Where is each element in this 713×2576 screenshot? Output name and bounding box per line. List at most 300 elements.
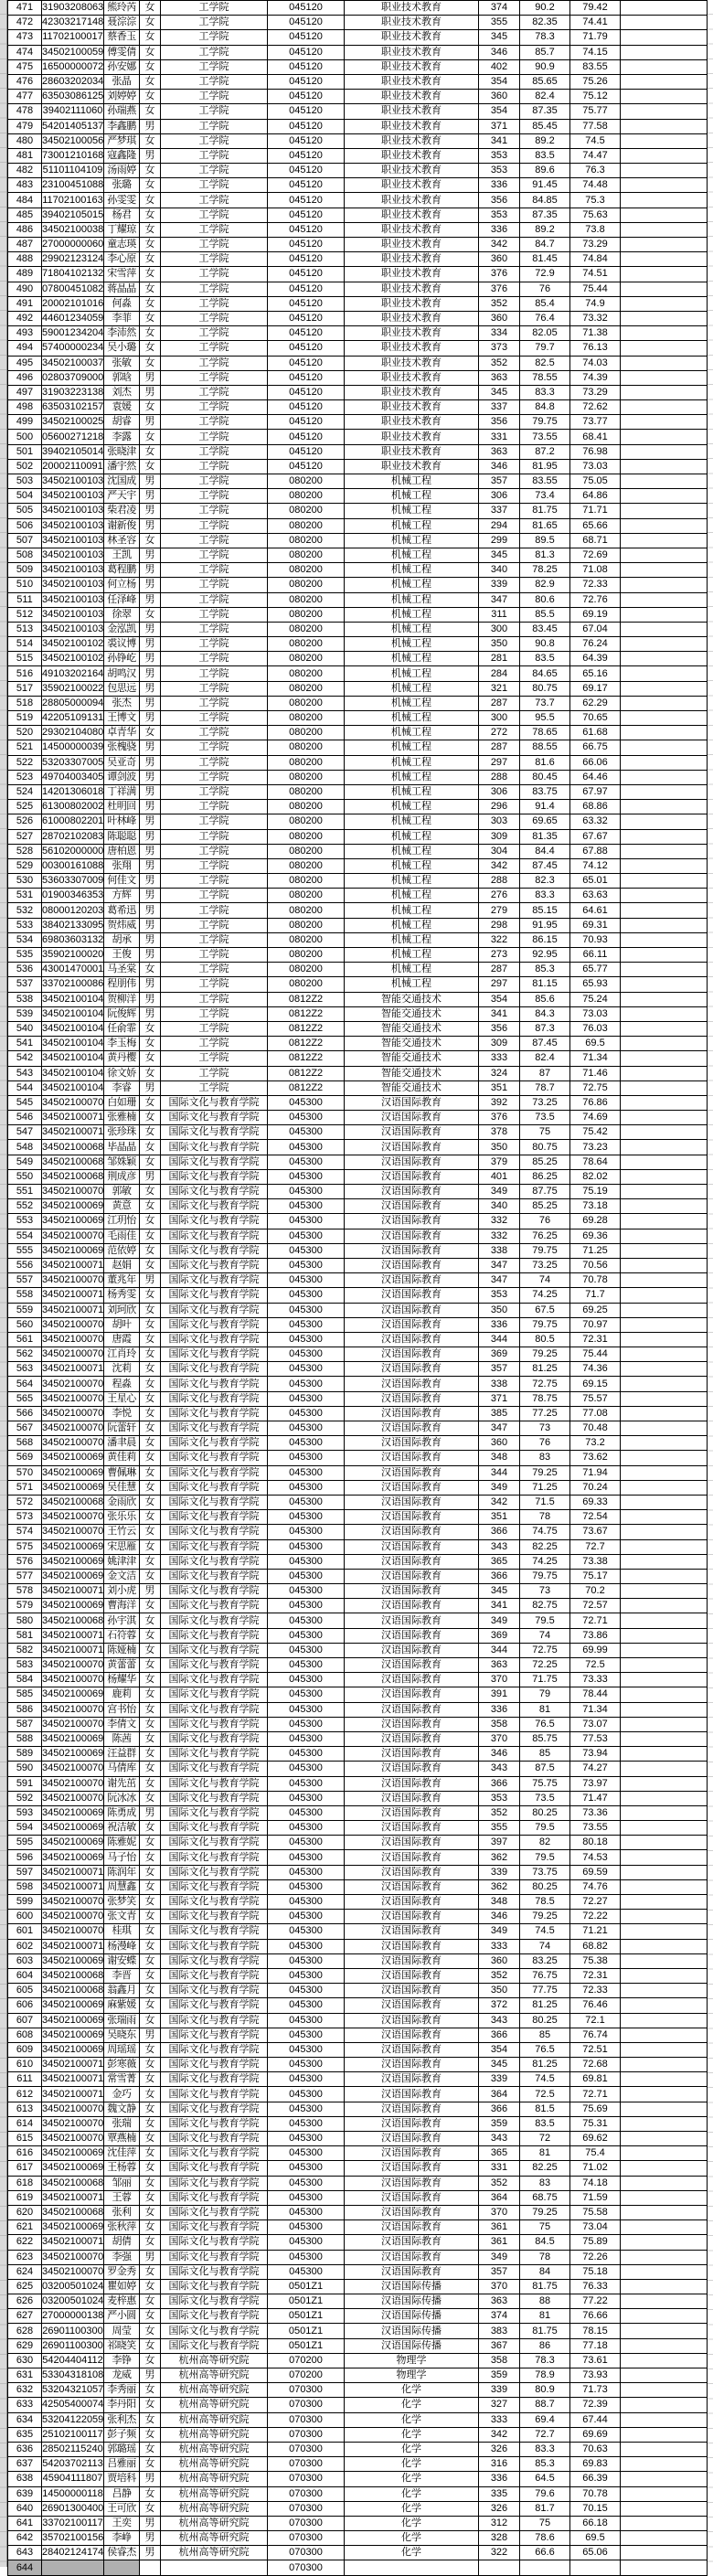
retest-score-cell[interactable]: 79.25 [520,1910,570,1924]
total-score-cell[interactable]: 73.93 [570,2368,621,2383]
major-code-cell[interactable]: 045120 [268,30,345,45]
initial-score-cell[interactable]: 342 [479,2427,520,2442]
gender-cell[interactable]: 男 [140,2028,161,2042]
retest-score-cell[interactable]: 81.35 [520,829,570,844]
gender-cell[interactable]: 女 [140,1288,161,1303]
initial-score-cell[interactable]: 358 [479,2353,520,2368]
gender-cell[interactable]: 女 [140,607,161,622]
retest-score-cell[interactable]: 81 [520,2309,570,2324]
name-cell[interactable]: 任泽峰 [104,592,140,607]
remark-cell-empty[interactable] [621,208,708,222]
college-cell[interactable]: 工学院 [161,740,268,755]
gender-cell[interactable]: 女 [140,356,161,370]
row-number-cell[interactable]: 528 [8,844,42,858]
major-name-cell[interactable]: 职业技术教育 [345,356,479,370]
row-number-cell[interactable]: 612 [8,2087,42,2102]
total-score-cell[interactable]: 75.19 [570,1185,621,1199]
total-score-cell[interactable]: 73.8 [570,222,621,237]
candidate-id-cell[interactable]: 34502100103 [42,563,104,578]
major-code-cell[interactable]: 080200 [268,504,345,518]
retest-score-cell[interactable]: 83.3 [520,889,570,903]
major-name-cell[interactable]: 汉语国际教育 [345,1910,479,1924]
gender-cell[interactable]: 男 [140,740,161,755]
initial-score-cell[interactable]: 333 [479,2412,520,2427]
initial-score-cell[interactable]: 354 [479,992,520,1006]
gender-cell[interactable]: 女 [140,238,161,252]
remark-cell-empty[interactable] [621,903,708,918]
total-score-cell[interactable]: 74.5 [570,133,621,148]
initial-score-cell[interactable]: 288 [479,874,520,889]
college-cell[interactable]: 国际文化与教育学院 [161,1658,268,1673]
name-cell[interactable]: 陈润年 [104,1865,140,1879]
name-cell[interactable]: 陈聪聪 [104,829,140,844]
college-cell[interactable]: 工学院 [161,755,268,770]
retest-score-cell[interactable]: 75 [520,2516,570,2530]
major-code-cell[interactable]: 045300 [268,2161,345,2176]
remark-cell-empty[interactable] [621,770,708,784]
college-cell[interactable]: 工学院 [161,637,268,652]
major-name-cell[interactable]: 职业技术教育 [345,238,479,252]
total-score-cell[interactable]: 67.97 [570,784,621,799]
remark-cell-empty[interactable] [621,59,708,74]
college-cell[interactable]: 工学院 [161,1021,268,1036]
major-name-cell[interactable]: 汉语国际教育 [345,1895,479,1910]
major-name-cell[interactable]: 汉语国际教育 [345,2058,479,2072]
remark-cell-empty[interactable] [621,1021,708,1036]
retest-score-cell[interactable]: 73.55 [520,430,570,444]
gender-cell[interactable]: 女 [140,1377,161,1391]
total-score-cell[interactable]: 69.19 [570,607,621,622]
name-cell[interactable]: 潘聿晨 [104,1436,140,1451]
remark-cell-empty[interactable] [621,533,708,548]
college-cell[interactable]: 杭州高等研究院 [161,2501,268,2516]
college-cell[interactable]: 工学院 [161,784,268,799]
total-score-cell[interactable]: 67.67 [570,829,621,844]
college-cell[interactable]: 工学院 [161,889,268,903]
retest-score-cell[interactable]: 73.7 [520,696,570,710]
gender-cell[interactable]: 男 [140,548,161,562]
remark-cell-empty[interactable] [621,784,708,799]
remark-cell-empty[interactable] [621,518,708,533]
gender-cell[interactable]: 女 [140,1998,161,2013]
total-score-cell[interactable]: 74.15 [570,45,621,59]
college-cell[interactable]: 国际文化与教育学院 [161,2264,268,2279]
retest-score-cell[interactable]: 89.2 [520,133,570,148]
initial-score-cell[interactable]: 347 [479,1258,520,1272]
gender-cell[interactable] [140,2560,161,2575]
gender-cell[interactable]: 男 [140,784,161,799]
major-code-cell[interactable]: 045300 [268,1865,345,1879]
row-number-cell[interactable]: 629 [8,2338,42,2353]
candidate-id-cell[interactable]: 61300802002 [42,800,104,814]
remark-cell-empty[interactable] [621,2427,708,2442]
college-cell[interactable]: 国际文化与教育学院 [161,1687,268,1702]
remark-cell-empty[interactable] [621,592,708,607]
major-name-cell[interactable]: 智能交通技术 [345,1051,479,1066]
major-code-cell[interactable]: 070300 [268,2412,345,2427]
major-code-cell[interactable]: 045120 [268,16,345,30]
name-cell[interactable]: 杜明回 [104,800,140,814]
retest-score-cell[interactable]: 79.25 [520,2205,570,2219]
row-number-cell[interactable]: 610 [8,2058,42,2072]
row-number-cell[interactable]: 609 [8,2042,42,2057]
name-cell[interactable]: 柴君凌 [104,504,140,518]
candidate-id-cell[interactable]: 34502100070 [42,2264,104,2279]
candidate-id-cell[interactable]: 42303217148 [42,16,104,30]
row-number-cell[interactable]: 518 [8,696,42,710]
name-cell[interactable]: 汪益群 [104,1747,140,1762]
major-name-cell[interactable]: 职业技术教育 [345,16,479,30]
gender-cell[interactable]: 女 [140,1762,161,1776]
initial-score-cell[interactable]: 401 [479,1169,520,1184]
retest-score-cell[interactable]: 79.75 [520,1317,570,1332]
total-score-cell[interactable]: 72.75 [570,1080,621,1095]
row-number-cell[interactable]: 487 [8,238,42,252]
candidate-id-cell[interactable]: 34502100070 [42,1317,104,1332]
major-code-cell[interactable]: 080200 [268,889,345,903]
remark-cell-empty[interactable] [621,385,708,399]
initial-score-cell[interactable]: 391 [479,1687,520,1702]
college-cell[interactable]: 工学院 [161,356,268,370]
row-number-cell[interactable]: 493 [8,326,42,341]
major-code-cell[interactable]: 045300 [268,1539,345,1554]
total-score-cell[interactable]: 72.68 [570,2058,621,2072]
college-cell[interactable]: 国际文化与教育学院 [161,1155,268,1169]
major-code-cell[interactable]: 045300 [268,1111,345,1125]
row-number-cell[interactable]: 501 [8,444,42,459]
remark-cell-empty[interactable] [621,2368,708,2383]
total-score-cell[interactable]: 77.22 [570,2294,621,2309]
remark-cell-empty[interactable] [621,2235,708,2250]
retest-score-cell[interactable]: 81.3 [520,548,570,562]
major-name-cell[interactable]: 物理学 [345,2368,479,2383]
candidate-id-cell[interactable]: 34502100071 [42,2072,104,2087]
gender-cell[interactable]: 女 [140,90,161,104]
candidate-id-cell[interactable]: 34502100069 [42,2220,104,2235]
row-number-cell[interactable]: 524 [8,784,42,799]
initial-score-cell[interactable]: 298 [479,918,520,932]
major-code-cell[interactable]: 070300 [268,2383,345,2398]
college-cell[interactable]: 国际文化与教育学院 [161,2324,268,2338]
total-score-cell[interactable]: 83.55 [570,59,621,74]
major-name-cell[interactable]: 机械工程 [345,977,479,992]
remark-cell-empty[interactable] [621,1821,708,1836]
retest-score-cell[interactable]: 84.65 [520,666,570,681]
candidate-id-cell[interactable]: 34502100068 [42,1968,104,1983]
remark-cell-empty[interactable] [621,1879,708,1894]
name-cell[interactable]: 王星心 [104,1391,140,1406]
row-number-cell[interactable]: 607 [8,2013,42,2028]
row-number-cell[interactable]: 564 [8,1377,42,1391]
gender-cell[interactable]: 女 [140,341,161,356]
college-cell[interactable]: 杭州高等研究院 [161,2486,268,2501]
total-score-cell[interactable]: 79.42 [570,1,621,16]
candidate-id-cell[interactable]: 53204122059 [42,2412,104,2427]
college-cell[interactable]: 工学院 [161,326,268,341]
initial-score-cell[interactable]: 345 [479,30,520,45]
total-score-cell[interactable]: 75.3 [570,193,621,208]
gender-cell[interactable]: 女 [140,1480,161,1495]
remark-cell-empty[interactable] [621,370,708,385]
initial-score-cell[interactable]: 273 [479,948,520,963]
college-cell[interactable]: 杭州高等研究院 [161,2427,268,2442]
remark-cell-empty[interactable] [621,1569,708,1583]
row-number-cell[interactable]: 541 [8,1037,42,1051]
college-cell[interactable]: 工学院 [161,59,268,74]
college-cell[interactable]: 国际文化与教育学院 [161,1495,268,1509]
college-cell[interactable]: 国际文化与教育学院 [161,1525,268,1539]
remark-cell-empty[interactable] [621,858,708,873]
row-number-cell[interactable]: 643 [8,2546,42,2560]
retest-score-cell[interactable] [520,2560,570,2575]
remark-cell-empty[interactable] [621,1584,708,1599]
college-cell[interactable]: 工学院 [161,844,268,858]
initial-score-cell[interactable]: 334 [479,326,520,341]
gender-cell[interactable]: 女 [140,296,161,311]
gender-cell[interactable]: 女 [140,1140,161,1155]
gender-cell[interactable]: 男 [140,563,161,578]
college-cell[interactable]: 工学院 [161,622,268,636]
major-code-cell[interactable]: 0501Z1 [268,2338,345,2353]
candidate-id-cell[interactable]: 26901300400 [42,2501,104,2516]
row-number-cell[interactable]: 509 [8,563,42,578]
candidate-id-cell[interactable]: 34502100069 [42,1465,104,1480]
remark-cell-empty[interactable] [621,1717,708,1731]
row-number-cell[interactable]: 552 [8,1199,42,1214]
major-code-cell[interactable]: 080200 [268,563,345,578]
candidate-id-cell[interactable]: 34502100103 [42,489,104,504]
major-name-cell[interactable]: 汉语国际传播 [345,2309,479,2324]
retest-score-cell[interactable]: 76.5 [520,1717,570,1731]
remark-cell-empty[interactable] [621,1628,708,1643]
major-name-cell[interactable]: 汉语国际教育 [345,2250,479,2264]
remark-cell-empty[interactable] [621,652,708,666]
remark-cell-empty[interactable] [621,948,708,963]
name-cell[interactable]: 孙铮屹 [104,652,140,666]
name-cell[interactable]: 李心原 [104,252,140,267]
candidate-id-cell[interactable]: 34502100070 [42,1406,104,1421]
candidate-id-cell[interactable]: 34502100071 [42,1628,104,1643]
retest-score-cell[interactable]: 85.15 [520,903,570,918]
initial-score-cell[interactable]: 371 [479,1391,520,1406]
retest-score-cell[interactable]: 81 [520,2146,570,2161]
name-cell[interactable]: 邹丽 [104,2176,140,2190]
candidate-id-cell[interactable]: 44601234059 [42,311,104,325]
total-score-cell[interactable]: 76.74 [570,2028,621,2042]
total-score-cell[interactable]: 73.55 [570,1821,621,1836]
gender-cell[interactable]: 女 [140,104,161,119]
name-cell[interactable]: 贺炜威 [104,918,140,932]
major-name-cell[interactable]: 职业技术教育 [345,444,479,459]
total-score-cell[interactable]: 69.99 [570,1643,621,1657]
candidate-id-cell[interactable]: 28502115240 [42,2442,104,2456]
college-cell[interactable]: 工学院 [161,726,268,740]
initial-score-cell[interactable]: 361 [479,2220,520,2235]
name-cell[interactable]: 林圣容 [104,533,140,548]
remark-cell-empty[interactable] [621,1140,708,1155]
initial-score-cell[interactable]: 352 [479,1805,520,1820]
gender-cell[interactable]: 女 [140,1702,161,1717]
major-name-cell[interactable]: 机械工程 [345,696,479,710]
row-number-cell[interactable]: 599 [8,1895,42,1910]
row-number-cell[interactable]: 550 [8,1169,42,1184]
initial-score-cell[interactable]: 272 [479,726,520,740]
college-cell[interactable]: 国际文化与教育学院 [161,1258,268,1272]
total-score-cell[interactable]: 73.86 [570,1628,621,1643]
row-number-cell[interactable]: 535 [8,948,42,963]
major-code-cell[interactable]: 045120 [268,400,345,415]
major-code-cell[interactable]: 045300 [268,1702,345,1717]
total-score-cell[interactable]: 70.78 [570,1273,621,1288]
initial-score-cell[interactable]: 299 [479,533,520,548]
remark-cell-empty[interactable] [621,1805,708,1820]
remark-cell-empty[interactable] [621,1776,708,1791]
name-cell[interactable]: 陈勇成 [104,1805,140,1820]
major-code-cell[interactable]: 0501Z1 [268,2324,345,2338]
gender-cell[interactable]: 男 [140,755,161,770]
gender-cell[interactable]: 女 [140,1910,161,1924]
major-name-cell[interactable]: 机械工程 [345,814,479,829]
retest-score-cell[interactable]: 80.9 [520,2383,570,2398]
remark-cell-empty[interactable] [621,267,708,282]
name-cell[interactable]: 李倩文 [104,1717,140,1731]
college-cell[interactable]: 国际文化与教育学院 [161,1924,268,1939]
candidate-id-cell[interactable]: 34502100070 [42,1791,104,1805]
initial-score-cell[interactable]: 332 [479,1214,520,1229]
major-code-cell[interactable]: 080200 [268,770,345,784]
candidate-id-cell[interactable]: 03200501024 [42,2294,104,2309]
total-score-cell[interactable]: 76.24 [570,637,621,652]
name-cell[interactable]: 严小圆 [104,2309,140,2324]
major-name-cell[interactable]: 化学 [345,2501,479,2516]
gender-cell[interactable]: 女 [140,267,161,282]
retest-score-cell[interactable]: 69.4 [520,2412,570,2427]
candidate-id-cell[interactable]: 34502100069 [42,2146,104,2161]
gender-cell[interactable]: 女 [140,1628,161,1643]
initial-score-cell[interactable]: 306 [479,489,520,504]
remark-cell-empty[interactable] [621,1317,708,1332]
college-cell[interactable]: 国际文化与教育学院 [161,1391,268,1406]
gender-cell[interactable]: 女 [140,133,161,148]
row-number-cell[interactable]: 640 [8,2501,42,2516]
major-name-cell[interactable]: 智能交通技术 [345,1037,479,1051]
row-number-cell[interactable]: 561 [8,1332,42,1347]
gender-cell[interactable]: 女 [140,2087,161,2102]
row-number-cell[interactable]: 471 [8,1,42,16]
candidate-id-cell[interactable]: 34502100104 [42,1006,104,1021]
remark-cell-empty[interactable] [621,1495,708,1509]
initial-score-cell[interactable]: 353 [479,208,520,222]
remark-cell-empty[interactable] [621,1051,708,1066]
remark-cell-empty[interactable] [621,1125,708,1140]
total-score-cell[interactable]: 67.88 [570,844,621,858]
name-cell[interactable]: 任俞霏 [104,1021,140,1036]
row-number-cell[interactable]: 580 [8,1613,42,1628]
remark-cell-empty[interactable] [621,2279,708,2294]
remark-cell-empty[interactable] [621,1258,708,1272]
name-cell[interactable]: 唐柏恩 [104,844,140,858]
initial-score-cell[interactable]: 346 [479,459,520,474]
total-score-cell[interactable]: 72.71 [570,1613,621,1628]
major-code-cell[interactable]: 045300 [268,2072,345,2087]
row-number-cell[interactable]: 538 [8,992,42,1006]
gender-cell[interactable]: 女 [140,1066,161,1080]
retest-score-cell[interactable]: 85.3 [520,963,570,977]
total-score-cell[interactable]: 71.34 [570,1051,621,1066]
major-name-cell[interactable]: 汉语国际教育 [345,1953,479,1968]
major-code-cell[interactable]: 080200 [268,800,345,814]
total-score-cell[interactable]: 75.44 [570,282,621,296]
name-cell[interactable]: 张雅楠 [104,1111,140,1125]
candidate-id-cell[interactable]: 34502100070 [42,2250,104,2264]
name-cell[interactable]: 胡鸣汉 [104,666,140,681]
candidate-id-cell[interactable]: 34502100070 [42,1673,104,1687]
remark-cell-empty[interactable] [621,1613,708,1628]
row-number-cell[interactable]: 545 [8,1095,42,1110]
row-number-cell[interactable]: 525 [8,800,42,814]
remark-cell-empty[interactable] [621,637,708,652]
row-number-cell[interactable]: 618 [8,2176,42,2190]
college-cell[interactable]: 工学院 [161,548,268,562]
candidate-id-cell[interactable]: 34502100104 [42,1080,104,1095]
initial-score-cell[interactable]: 352 [479,356,520,370]
row-number-cell[interactable]: 567 [8,1421,42,1436]
remark-cell-empty[interactable] [621,1510,708,1525]
gender-cell[interactable]: 男 [140,932,161,947]
candidate-id-cell[interactable]: 34502100069 [42,2028,104,2042]
remark-cell-empty[interactable] [621,1984,708,1998]
college-cell[interactable]: 国际文化与教育学院 [161,1185,268,1199]
major-name-cell[interactable]: 汉语国际教育 [345,1258,479,1272]
college-cell[interactable]: 国际文化与教育学院 [161,2279,268,2294]
major-name-cell[interactable]: 化学 [345,2398,479,2412]
retest-score-cell[interactable]: 79.5 [520,1821,570,1836]
row-number-cell[interactable]: 596 [8,1850,42,1865]
college-cell[interactable]: 工学院 [161,164,268,178]
major-code-cell[interactable]: 045120 [268,444,345,459]
remark-cell-empty[interactable] [621,800,708,814]
initial-score-cell[interactable]: 279 [479,903,520,918]
remark-cell-empty[interactable] [621,1998,708,2013]
gender-cell[interactable]: 男 [140,1805,161,1820]
initial-score-cell[interactable]: 357 [479,474,520,489]
college-cell[interactable]: 工学院 [161,992,268,1006]
college-cell[interactable]: 国际文化与教育学院 [161,1303,268,1317]
total-score-cell[interactable]: 71.7 [570,1288,621,1303]
total-score-cell[interactable]: 73.36 [570,1805,621,1820]
initial-score-cell[interactable]: 359 [479,2368,520,2383]
remark-cell-empty[interactable] [621,1554,708,1569]
remark-cell-empty[interactable] [621,1199,708,1214]
remark-cell-empty[interactable] [621,2190,708,2205]
initial-score-cell[interactable]: 276 [479,889,520,903]
remark-cell-empty[interactable] [621,1762,708,1776]
retest-score-cell[interactable]: 82.4 [520,1051,570,1066]
initial-score-cell[interactable]: 336 [479,222,520,237]
major-name-cell[interactable]: 汉语国际教育 [345,1836,479,1850]
remark-cell-empty[interactable] [621,1288,708,1303]
major-code-cell[interactable]: 045300 [268,1125,345,1140]
initial-score-cell[interactable]: 350 [479,637,520,652]
row-number-cell[interactable]: 542 [8,1051,42,1066]
gender-cell[interactable]: 女 [140,30,161,45]
major-name-cell[interactable]: 汉语国际传播 [345,2338,479,2353]
remark-cell-empty[interactable] [621,889,708,903]
remark-cell-empty[interactable] [621,1953,708,1968]
remark-cell-empty[interactable] [621,755,708,770]
total-score-cell[interactable]: 76.86 [570,1095,621,1110]
name-cell[interactable]: 董兆年 [104,1273,140,1288]
